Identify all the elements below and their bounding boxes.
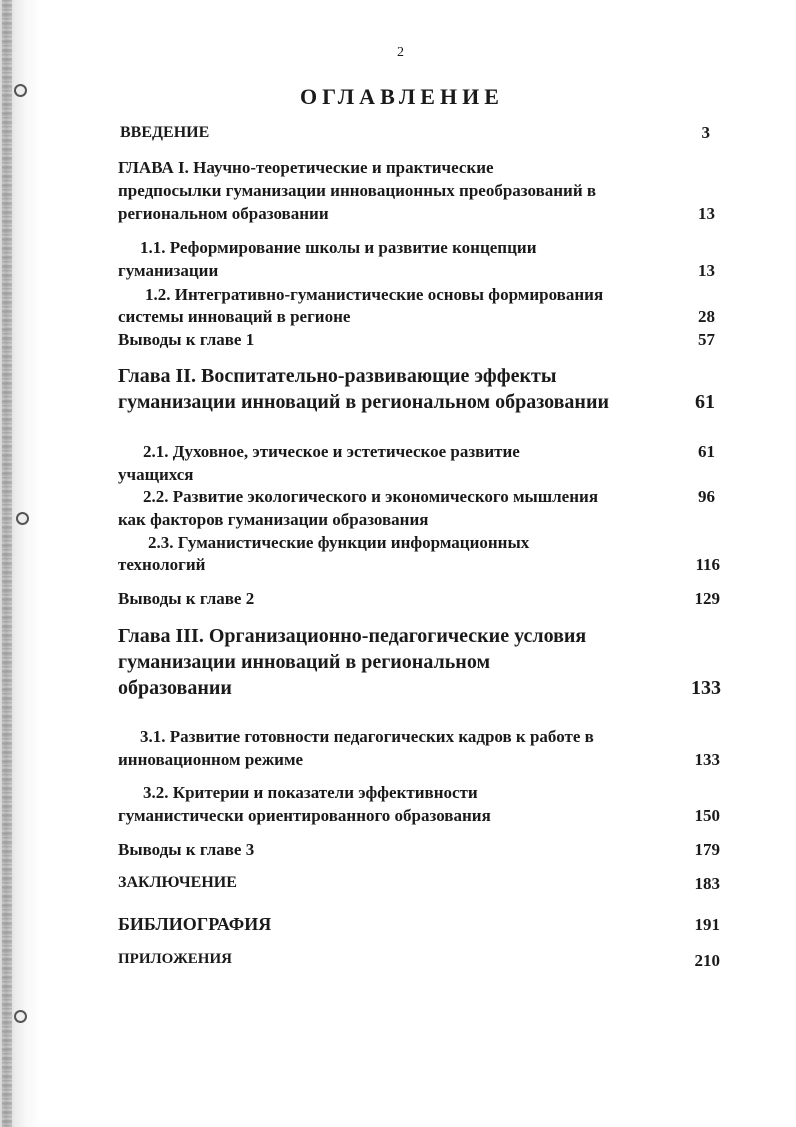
toc-ch3-s2-line1: 3.2. Критерии и показатели эффективности [143,783,478,802]
toc-ch1-s2-page: 28 [698,307,715,326]
toc-ch1-conclusions-page: 57 [698,330,715,349]
toc-ch2-s3-line1: 2.3. Гуманистические функции информационных [148,533,530,552]
toc-ch2-page: 61 [695,391,715,413]
toc-ch3-line2: гуманизации инноваций в региональном [118,651,491,673]
toc-ch2-conclusions: Выводы к главе 2 [118,589,255,608]
toc-ch3-s1-page: 133 [694,750,720,769]
toc-ch2-line1: Глава II. Воспитательно-развивающие эффекты [118,365,557,387]
toc-ch3-s2-line2: гуманистически ориентированного образования [118,806,491,825]
toc-bibliography-label: БИБЛИОГРАФИЯ [118,914,272,934]
toc-ch2-s3-page: 116 [695,555,720,574]
toc-ch2-s1-page: 61 [698,442,715,461]
toc-ch1-s1-line2: гуманизации [118,261,219,280]
toc-ch1-line3: региональном образовании [118,204,329,223]
toc-appendices-label: ПРИЛОЖЕНИЯ [118,951,232,967]
toc-ch2-s2-line2: как факторов гуманизации образования [118,510,429,529]
punch-hole [14,84,27,97]
toc-intro-page: 3 [701,123,710,142]
toc-ch3-conclusions-page: 179 [694,840,720,859]
toc-ch3-s1-line1: 3.1. Развитие готовности педагогических кадров к работе в [140,727,594,746]
toc-intro-label: ВВЕДЕНИЕ [120,124,210,141]
page-number: 2 [397,45,404,60]
toc-ch1-line1: ГЛАВА I. Научно-теоретические и практические [118,158,494,177]
toc-ch3-s2-page: 150 [694,806,720,825]
toc-ch3-conclusions: Выводы к главе 3 [118,840,255,859]
toc-ch1-s1-line1: 1.1. Реформирование школы и развитие концепции [140,238,537,257]
toc-ch1-conclusions: Выводы к главе 1 [118,330,255,349]
punch-hole [14,1010,27,1023]
toc-ch2-s2-line1: 2.2. Развитие экологического и экономического мышления [143,487,599,506]
toc-ch1-line2: предпосылки гуманизации инновационных преобразований в [118,181,597,200]
toc-ch3-line3: образовании [118,677,232,699]
scan-edge-shadow [0,0,40,1127]
toc-ch2-conclusions-page: 129 [694,589,720,608]
page-title: ОГЛАВЛЕНИЕ [300,84,504,109]
toc-ch3-line1: Глава III. Организационно-педагогические условия [118,625,587,647]
toc-ch1-s1-page: 13 [698,261,715,280]
toc-ch3-page: 133 [691,677,721,699]
toc-conclusion-page: 183 [694,874,720,893]
toc-ch3-s1-line2: инновационном режиме [118,750,304,769]
toc-ch2-s3-line2: технологий [118,555,206,574]
toc-conclusion-label: ЗАКЛЮЧЕНИЕ [118,874,237,891]
toc-ch1-s2-line2: системы инноваций в регионе [118,307,351,326]
toc-appendices-page: 210 [694,951,720,970]
toc-ch2-line2: гуманизации инноваций в региональном образовании [118,391,609,413]
toc-bibliography-page: 191 [694,915,720,934]
toc-ch2-s2-page: 96 [698,487,715,506]
toc-ch1-s2-line1: 1.2. Интегративно-гуманистические основы формирования [145,285,604,304]
toc-ch2-s1-line1: 2.1. Духовное, этическое и эстетическое развитие [143,442,520,461]
toc-ch1-page: 13 [698,204,715,223]
toc-ch2-s1-line2: учащихся [118,465,194,484]
punch-hole [16,512,29,525]
